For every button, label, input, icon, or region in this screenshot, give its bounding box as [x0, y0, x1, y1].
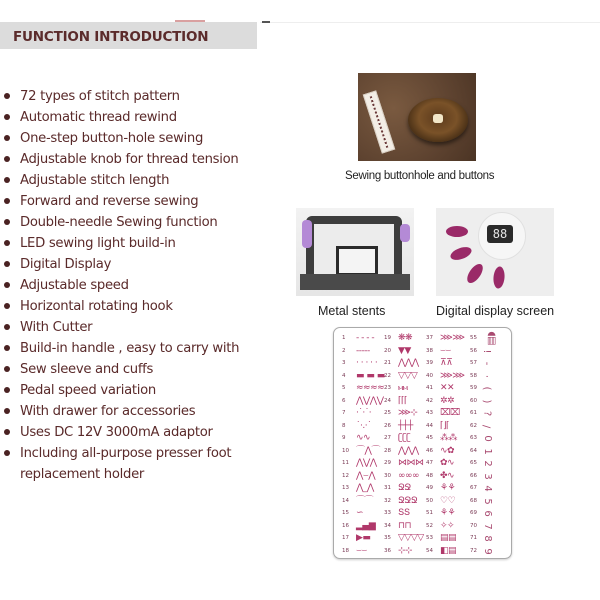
- stitch-row: [426, 345, 465, 358]
- stitch-number: 14: [342, 497, 349, 504]
- stitch-number: 72: [470, 547, 477, 554]
- stitch-pattern-icon: ⋀⋁⋀: [356, 458, 377, 469]
- stitch-row: [342, 507, 385, 520]
- stitch-pattern-icon: ⋀⋁⋀⋁: [356, 395, 384, 406]
- bullet-icon: [4, 177, 10, 183]
- stitch-column: [384, 332, 424, 557]
- stitch-number: 24: [384, 397, 391, 404]
- stitch-row: [384, 345, 424, 358]
- stitch-row: [384, 332, 424, 345]
- feature-item: Adjustable speed: [0, 275, 270, 296]
- button-image: [408, 98, 468, 142]
- stitch-pattern-icon: ◧▤: [440, 545, 457, 556]
- stitch-pattern-icon: ┼┼┼: [398, 420, 413, 431]
- stitch-number: 11: [342, 460, 349, 467]
- stitch-pattern-chart: [333, 327, 512, 559]
- stitch-number: 40: [426, 372, 433, 379]
- stitch-pattern-icon: 9: [482, 548, 494, 554]
- stitch-number: 25: [384, 410, 391, 417]
- stitch-number: 66: [470, 472, 477, 479]
- stitch-pattern-icon: 0: [482, 435, 494, 442]
- stitch-number: 5: [342, 385, 346, 392]
- stitch-row: [470, 445, 498, 458]
- stitch-number: 45: [426, 435, 433, 442]
- feature-item: Digital Display: [0, 254, 270, 275]
- stitch-row: [426, 495, 465, 508]
- stitch-pattern-icon: ˙·.·˙: [356, 420, 372, 431]
- stitch-number: 34: [384, 522, 391, 529]
- stitch-row: [384, 520, 424, 533]
- stitch-pattern-icon: ⋀⋀⋀: [398, 358, 419, 369]
- stitch-row: [470, 520, 498, 533]
- stitch-row: [470, 457, 498, 470]
- stitch-pattern-icon: ▽▽▽: [398, 370, 418, 381]
- stitch-pattern-icon: ⋙⊹: [398, 408, 418, 419]
- stitch-pattern-icon: ✿∿: [440, 458, 455, 469]
- stitch-pattern-icon: ⁂⁂: [440, 433, 457, 444]
- stitch-row: [426, 532, 465, 545]
- stitch-pattern-icon: ?: [481, 411, 493, 416]
- stitch-row: [384, 395, 424, 408]
- stitch-pattern-icon: ♡♡: [440, 495, 456, 506]
- stitch-number: 49: [426, 485, 433, 492]
- metal-stents-photo: [296, 208, 414, 296]
- stitch-pattern-icon: ⌒⋀⌒: [356, 445, 380, 456]
- stitch-row: [470, 420, 498, 433]
- feature-item: With Cutter: [0, 317, 270, 338]
- stitch-pattern-icon: ▂▄▆: [356, 520, 376, 531]
- stitch-column: [470, 332, 498, 557]
- bullet-icon: [4, 219, 10, 225]
- stitch-number: 52: [426, 522, 433, 529]
- stitch-pattern-icon: ◖▤: [486, 331, 498, 346]
- stitch-number: 58: [470, 372, 477, 379]
- stitch-pattern-icon: ≈≈≈≈: [356, 383, 385, 394]
- stitch-number: 10: [342, 447, 349, 454]
- stitch-number: 51: [426, 510, 433, 517]
- control-key-icon: [449, 245, 473, 263]
- stitch-pattern-icon: ⊓⊓: [398, 520, 412, 531]
- feature-item: With drawer for accessories: [0, 401, 270, 422]
- metal-stents-caption: Metal stents: [318, 304, 386, 318]
- stitch-pattern-icon: ): [480, 399, 492, 403]
- stitch-pattern-icon: 4: [482, 485, 494, 492]
- stitch-pattern-icon: !: [481, 349, 493, 353]
- stitch-row: [342, 445, 385, 458]
- stitch-column: [342, 332, 385, 557]
- stitch-row: [426, 482, 465, 495]
- stitch-pattern-icon: ·˙·˙·: [356, 408, 372, 419]
- stitch-number: 15: [342, 510, 349, 517]
- stitch-number: 59: [470, 385, 477, 392]
- stitch-row: [342, 432, 385, 445]
- stitch-number: 27: [384, 435, 391, 442]
- stitch-pattern-icon: ⲙⲙ: [398, 383, 408, 394]
- top-dash: [262, 21, 270, 23]
- stitch-row: [426, 370, 465, 383]
- stitch-row: [470, 545, 498, 558]
- stitch-row: [426, 507, 465, 520]
- stitch-row: [384, 445, 424, 458]
- bullet-icon: [4, 114, 10, 120]
- bullet-icon: [4, 282, 10, 288]
- stitch-number: 55: [470, 335, 477, 342]
- stitch-number: 44: [426, 422, 433, 429]
- stitch-pattern-icon: ∿∿: [356, 433, 371, 444]
- stitch-row: [470, 432, 498, 445]
- stitch-row: [470, 495, 498, 508]
- stitch-pattern-icon: ✕✕: [440, 383, 455, 394]
- stitch-pattern-icon: ⌒⌒: [356, 495, 374, 506]
- stitch-pattern-icon: 8: [482, 535, 494, 542]
- stitch-row: [426, 407, 465, 420]
- feature-item: Uses DC 12V 3000mA adaptor: [0, 422, 270, 443]
- stitch-number: 61: [470, 410, 477, 417]
- stitch-number: 71: [470, 535, 477, 542]
- stitch-number: 31: [384, 485, 391, 492]
- feature-item: Horizontal rotating hook: [0, 296, 270, 317]
- feature-item: Forward and reverse sewing: [0, 191, 270, 212]
- stitch-pattern-icon: 2: [482, 460, 494, 467]
- stitch-number: 48: [426, 472, 433, 479]
- stitch-pattern-icon: 6: [482, 510, 494, 517]
- stitch-pattern-icon: 3: [482, 473, 494, 479]
- stitch-number: 1: [342, 335, 346, 342]
- control-key-icon: [493, 266, 506, 289]
- display-screen: 88: [487, 225, 513, 243]
- feature-item: Sew sleeve and cuffs: [0, 359, 270, 380]
- stitch-row: [342, 482, 385, 495]
- stitch-row: [426, 332, 465, 345]
- feature-item: Adjustable knob for thread tension: [0, 149, 270, 170]
- bullet-icon: [4, 345, 10, 351]
- stitch-row: [342, 357, 385, 370]
- stitch-number: 64: [470, 447, 477, 454]
- stitch-pattern-icon: ⚘⚘: [440, 508, 456, 519]
- stitch-number: 17: [342, 535, 349, 542]
- stitch-row: [342, 470, 385, 483]
- stitch-number: 8: [342, 422, 346, 429]
- feature-item: Pedal speed variation: [0, 380, 270, 401]
- stitch-row: [470, 407, 498, 420]
- stitch-row: [342, 545, 385, 558]
- stitch-pattern-icon: ·: [480, 374, 492, 378]
- stitch-number: 37: [426, 335, 433, 342]
- stitch-row: [426, 470, 465, 483]
- feature-item: Including all-purpose presser foot replacement holder: [0, 443, 250, 485]
- feature-item: 72 types of stitch pattern: [0, 86, 270, 107]
- stitch-row: [426, 357, 465, 370]
- stitch-number: 32: [384, 497, 391, 504]
- stitch-row: [342, 332, 385, 345]
- machine-base: [300, 274, 410, 290]
- stitch-row: [384, 357, 424, 370]
- stitch-pattern-icon: - - - -: [356, 333, 375, 344]
- feature-item: Double-needle Sewing function: [0, 212, 270, 233]
- stitch-number: 62: [470, 422, 477, 429]
- stitch-row: [384, 507, 424, 520]
- stitch-number: 68: [470, 497, 477, 504]
- stitch-number: 6: [342, 397, 346, 404]
- stitch-number: 67: [470, 485, 477, 492]
- stitch-row: [470, 470, 498, 483]
- stitch-pattern-icon: 1: [482, 448, 494, 454]
- stitch-number: 39: [426, 360, 433, 367]
- stitch-number: 35: [384, 535, 391, 542]
- stitch-pattern-icon: ❋❋: [398, 333, 413, 344]
- stitch-number: 30: [384, 472, 391, 479]
- stitch-number: 22: [384, 372, 391, 379]
- bullet-icon: [4, 156, 10, 162]
- stitch-row: [384, 532, 424, 545]
- stitch-pattern-icon: ⊹⊹: [398, 545, 413, 556]
- stitch-number: 63: [470, 435, 477, 442]
- bullet-icon: [4, 366, 10, 372]
- stitch-number: 4: [342, 372, 346, 379]
- stitch-pattern-icon: ՋՋ: [398, 483, 411, 494]
- digital-display-photo: [436, 208, 554, 296]
- stitch-number: 53: [426, 535, 433, 542]
- stitch-pattern-icon: ՏՏ: [398, 508, 410, 519]
- stitch-row: [384, 432, 424, 445]
- stitch-pattern-icon: -: [480, 361, 492, 366]
- stitch-number: 65: [470, 460, 477, 467]
- stitch-pattern-icon: ▽▽▽▽: [398, 533, 424, 544]
- stitch-number: 23: [384, 385, 391, 392]
- stitch-pattern-icon: ⚘⚘: [440, 483, 456, 494]
- stitch-row: [384, 545, 424, 558]
- stitch-pattern-icon: ✤∿: [440, 470, 455, 481]
- stitch-pattern-icon: ՋՋՋ: [398, 495, 418, 506]
- stitch-number: 60: [470, 397, 477, 404]
- bullet-icon: [4, 387, 10, 393]
- feature-item: LED sewing light build-in: [0, 233, 270, 254]
- stitch-row: [384, 495, 424, 508]
- stitch-pattern-icon: 5: [482, 498, 494, 504]
- bullet-icon: [4, 303, 10, 309]
- stitch-row: [384, 420, 424, 433]
- stitch-pattern-icon: ▤▤: [440, 533, 457, 544]
- bullet-icon: [4, 408, 10, 414]
- stitch-row: [384, 382, 424, 395]
- stitch-number: 9: [342, 435, 346, 442]
- stitch-row: [470, 382, 498, 395]
- stitch-row: [342, 345, 385, 358]
- stitch-pattern-icon: ⋈⋈⋈: [398, 458, 424, 469]
- stitch-row: [470, 482, 498, 495]
- stitch-row: [342, 532, 385, 545]
- bullet-icon: [4, 324, 10, 330]
- stitch-row: [342, 382, 385, 395]
- stitch-row: [426, 395, 465, 408]
- stitch-number: 57: [470, 360, 477, 367]
- stitch-row: [342, 420, 385, 433]
- stitch-row: [470, 370, 498, 383]
- bullet-icon: [4, 450, 10, 456]
- stitch-pattern-icon: ✲✲: [440, 395, 455, 406]
- stitch-pattern-icon: ⋙⋙: [440, 333, 465, 344]
- bullet-icon: [4, 135, 10, 141]
- stitch-pattern-icon: ⋀_⋀: [356, 483, 374, 494]
- stitch-pattern-icon: ⌧⌧: [440, 408, 460, 419]
- purple-knob-left: [302, 220, 312, 248]
- feature-item: One-step button-hole sewing: [0, 128, 270, 149]
- stitch-number: 13: [342, 485, 349, 492]
- stitch-number: 38: [426, 347, 433, 354]
- stitch-pattern-icon: ⋀⋀⋀: [398, 445, 419, 456]
- stitch-number: 2: [342, 347, 346, 354]
- stitch-number: 69: [470, 510, 477, 517]
- stitch-row: [426, 382, 465, 395]
- feature-item: Adjustable stitch length: [0, 170, 270, 191]
- stitch-row: [426, 420, 465, 433]
- bullet-icon: [4, 240, 10, 246]
- buttonhole-photo: [358, 73, 476, 161]
- stitch-number: 16: [342, 522, 349, 529]
- stitch-row: [470, 332, 498, 345]
- stitch-row: [426, 545, 465, 558]
- stitch-row: [384, 457, 424, 470]
- top-divider: [260, 22, 600, 23]
- stitch-row: [342, 395, 385, 408]
- stitch-pattern-icon: ✧✧: [440, 520, 455, 531]
- stitch-number: 36: [384, 547, 391, 554]
- stitch-pattern-icon: ⌣⌣: [356, 545, 367, 556]
- stitch-row: [470, 345, 498, 358]
- stitch-pattern-icon: /: [480, 424, 492, 428]
- stitch-number: 28: [384, 447, 391, 454]
- stitch-pattern-icon: ∽: [356, 508, 364, 519]
- stitch-row: [470, 507, 498, 520]
- stitch-row: [470, 532, 498, 545]
- control-key-icon: [464, 261, 486, 285]
- bullet-icon: [4, 198, 10, 204]
- stitch-number: 19: [384, 335, 391, 342]
- control-key-icon: [446, 226, 468, 237]
- page-title: FUNCTION INTRODUCTION: [13, 29, 209, 45]
- stitch-pattern-icon: ▬ ▬ ▬: [356, 370, 385, 381]
- bullet-icon: [4, 429, 10, 435]
- stitch-number: 70: [470, 522, 477, 529]
- stitch-pattern-icon: (: [480, 386, 492, 391]
- stitch-number: 12: [342, 472, 349, 479]
- stitch-number: 42: [426, 397, 433, 404]
- stitch-pattern-icon: ▼▼: [398, 345, 411, 356]
- stitch-pattern-icon: ⌈⌈⌈: [398, 395, 408, 406]
- stitch-pattern-icon: ∿✿: [440, 445, 455, 456]
- stitch-row: [426, 445, 465, 458]
- stitch-number: 18: [342, 547, 349, 554]
- stitch-number: 29: [384, 460, 391, 467]
- stitch-pattern-icon: ⌣⌣: [440, 345, 451, 356]
- stitch-number: 41: [426, 385, 433, 392]
- stitch-number: 26: [384, 422, 391, 429]
- feature-item: Build-in handle , easy to carry with: [0, 338, 270, 359]
- bullet-icon: [4, 93, 10, 99]
- stitch-pattern-icon: ▶▬: [356, 533, 371, 544]
- stitch-row: [342, 407, 385, 420]
- stitch-pattern-icon: ʗʗʗ: [398, 433, 411, 444]
- stitch-number: 43: [426, 410, 433, 417]
- stitch-pattern-icon: ∞∞∞: [398, 470, 419, 481]
- stitch-pattern-icon: ⊼⊼: [440, 358, 453, 369]
- stitch-row: [426, 457, 465, 470]
- feature-list: [0, 86, 270, 485]
- stitch-row: [426, 520, 465, 533]
- bullet-icon: [4, 261, 10, 267]
- stitch-row: [470, 357, 498, 370]
- stitch-row: [384, 370, 424, 383]
- stitch-pattern-icon: ⌈⌋⌈: [440, 420, 450, 431]
- buttonhole-strip: [363, 90, 395, 153]
- stitch-number: 50: [426, 497, 433, 504]
- stitch-number: 3: [342, 360, 346, 367]
- stitch-pattern-icon: · · · · ·: [356, 358, 378, 369]
- stitch-pattern-icon: -----: [356, 345, 370, 356]
- stitch-number: 20: [384, 347, 391, 354]
- purple-knob-right: [400, 224, 410, 242]
- stitch-number: 21: [384, 360, 391, 367]
- stitch-row: [342, 457, 385, 470]
- stitch-row: [384, 470, 424, 483]
- stitch-row: [384, 482, 424, 495]
- stitch-row: [342, 495, 385, 508]
- stitch-pattern-icon: 7: [482, 523, 494, 529]
- stitch-number: 46: [426, 447, 433, 454]
- stitch-row: [470, 395, 498, 408]
- stitch-row: [426, 432, 465, 445]
- stitch-number: 47: [426, 460, 433, 467]
- stitch-pattern-icon: ⋀⌣⋀: [356, 470, 376, 481]
- stitch-row: [384, 407, 424, 420]
- stitch-row: [342, 520, 385, 533]
- buttonhole-caption: Sewing buttonhole and buttons: [345, 170, 495, 182]
- feature-item: Automatic thread rewind: [0, 107, 270, 128]
- stitch-number: 7: [342, 410, 346, 417]
- digital-display-caption: Digital display screen: [436, 304, 555, 318]
- stitch-row: [342, 370, 385, 383]
- stitch-number: 56: [470, 347, 477, 354]
- stitch-column: [426, 332, 465, 557]
- stitch-number: 54: [426, 547, 433, 554]
- stitch-pattern-icon: ⋙⋙: [440, 370, 465, 381]
- stitch-number: 33: [384, 510, 391, 517]
